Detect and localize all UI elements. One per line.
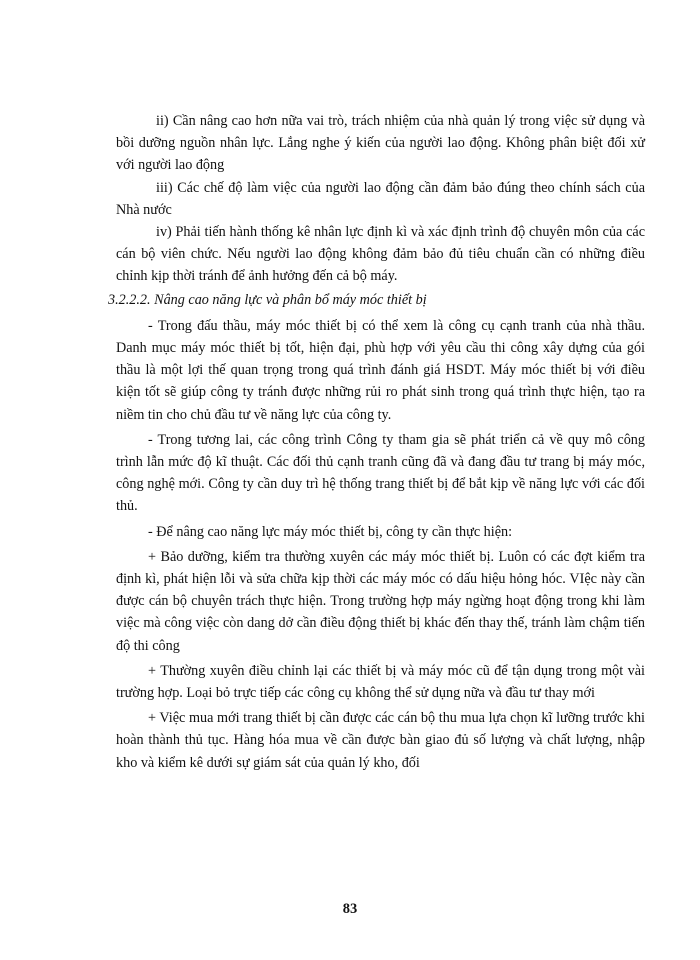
- paragraph: - Để nâng cao năng lực máy móc thiết bị, công ty cần thực hiện:: [148, 523, 513, 540]
- paragraph: + Thường xuyên điều chỉnh lại các thiết bị và máy móc cũ để tận dụng trong một vài trường hợp. Loại bỏ trực tiếp các công cụ không thể sử dụng nữa và đầu tư thay mới: [116, 662, 645, 702]
- body-text: [108, 110, 645, 777]
- page-number: 83: [342, 901, 358, 917]
- list-item-iv: [116, 221, 645, 288]
- list-item-text: iii) Các chế độ làm việc của người lao động cần đảm bảo đúng theo chính sách của Nhà nước: [116, 179, 645, 218]
- paragraph: + Bảo dưỡng, kiểm tra thường xuyên các máy móc thiết bị. Luôn có các đợt kiểm tra định kì, phát hiện lỗi và sửa chữa kịp thời các máy móc có dấu hiệu hỏng hóc. VIệc này cần được cán bộ chuyên trách thực hiện. Trong trường hợp máy ngừng hoạt động trong khi làm việc mà công việc còn dang dở cần điều động thiết bị khác đến thay thế, tránh làm chậm tiến độ thi công: [116, 548, 645, 654]
- paragraph: - Trong đấu thầu, máy móc thiết bị có thể xem là công cụ cạnh tranh của nhà thầu. Danh mục máy móc thiết bị tốt, hiện đại, phù hợp với yêu cầu thi công xây dựng của gói thầu là một lợi thế quan trọng trong quá trình đánh giá HSDT. Máy móc thiết bị với điều kiện tốt sẽ giúp công ty tránh được những rủi ro phát sinh trong quá trình thực hiện, tạo ra niềm tin cho chủ đầu tư về năng lực của công ty.: [116, 317, 645, 423]
- paragraph: + Việc mua mới trang thiết bị cần được các cán bộ thu mua lựa chọn kĩ lưỡng trước khi hoàn thành thủ tục. Hàng hóa mua về cần được bàn giao đủ số lượng và chất lượng, nhập kho và kiểm kê dưới sự giám sát của quản lý kho, đối: [116, 710, 645, 771]
- list-item-text: iv) Phải tiến hành thống kê nhân lực định kì và xác định trình độ chuyên môn của các cán bộ viên chức. Nếu người lao động không đảm bảo đủ tiêu chuẩn cần có những điều chỉnh kịp thời tránh để ảnh hưởng đến cả bộ máy.: [116, 224, 645, 285]
- list-item-ii: [116, 110, 645, 177]
- list-item-iii: [116, 177, 645, 221]
- list-item-text: ii) Cần nâng cao hơn nữa vai trò, trách nhiệm của nhà quản lý trong việc sử dụng và bồi dưỡng nguồn nhân lực. Lắng nghe ý kiến của người lao động. Không phân biệt đối xử với người lao động: [116, 113, 645, 174]
- paragraph: - Trong tương lai, các công trình Công ty tham gia sẽ phát triển cả về quy mô công trình lẫn mức độ kĩ thuật. Các đối thủ cạnh tranh cũng đã và đang đầu tư trang bị máy móc, công nghệ mới. Công ty cần duy trì hệ thống trang thiết bị để bắt kịp về năng lực với các đối thủ.: [116, 431, 645, 515]
- section-heading: 3.2.2.2. Nâng cao năng lực và phân bổ máy móc thiết bị: [108, 291, 427, 308]
